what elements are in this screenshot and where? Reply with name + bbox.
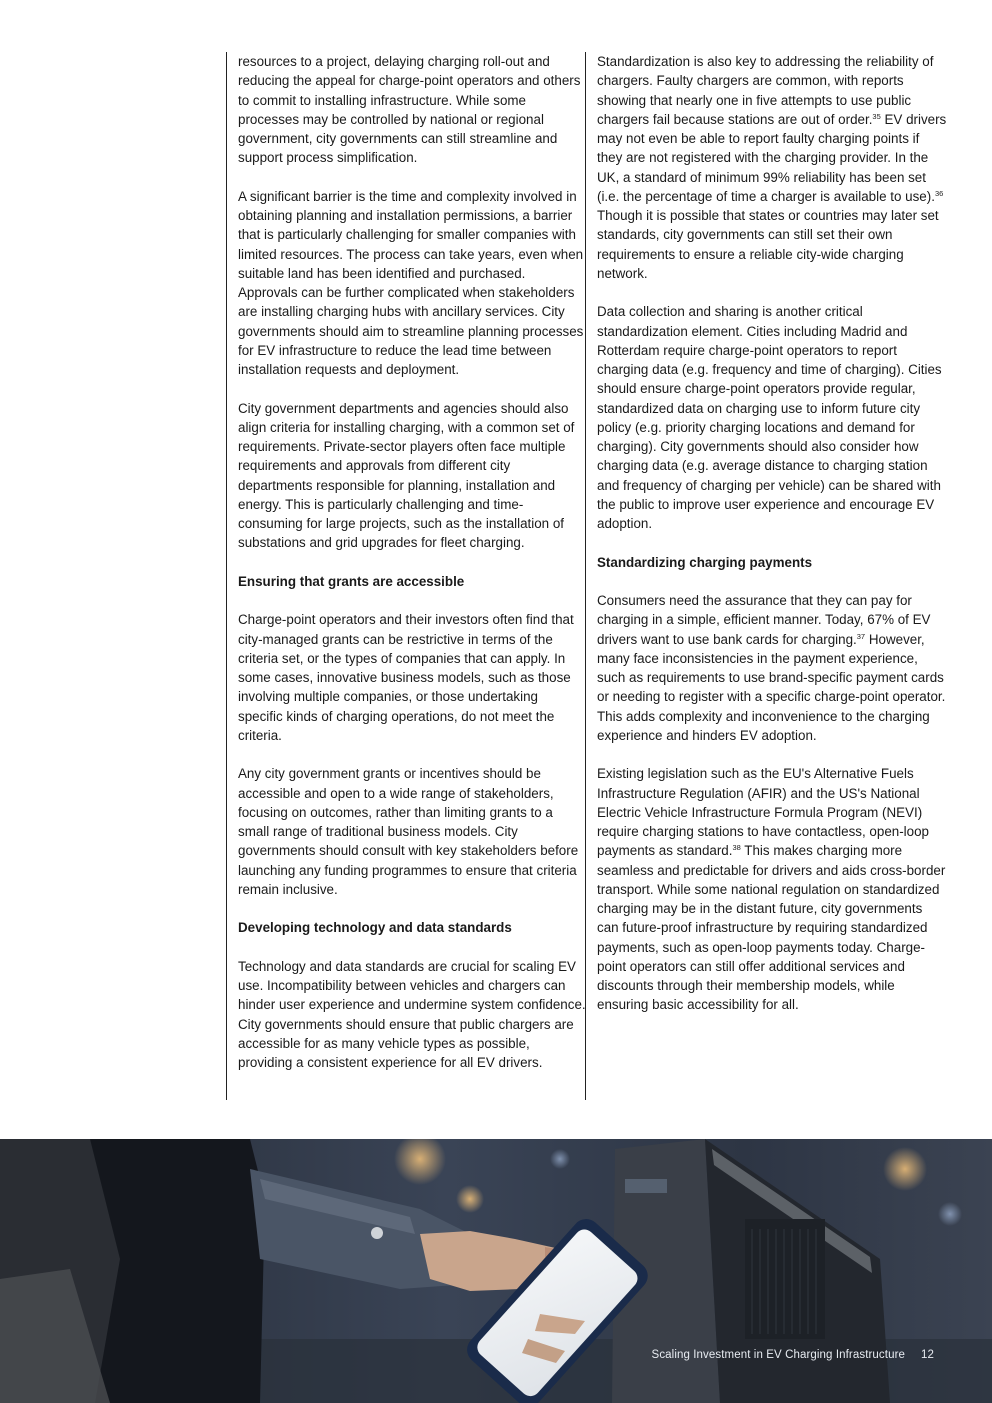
paragraph: Consumers need the assurance that they can pay for charging in a simple, efficient manner. Today, 67% of EV drivers want to use bank cards for charging.$^{37}$ However, many face inconsistencies in the payment experience, such as requirements to use brand-specific payment cards or needing to register with a specific charge-point operator. This adds complexity and inconvenience to the charging experience and hinders EV adoption.: [597, 593, 946, 743]
paragraph: Technology and data standards are crucial for scaling EV use. Incompatibility between vehicles and chargers can hinder user experience and undermine system confidence. City governments should ensure that public chargers are accessible for as many vehicle types as possible, providing a consistent experience for all EV drivers.: [238, 958, 586, 1070]
page-number: 12: [921, 1349, 934, 1361]
section-heading-standards: Developing technology and data standards: [238, 920, 512, 936]
footnote-ref: 36: [934, 188, 944, 198]
section-heading-payments: Standardizing charging payments: [597, 554, 813, 570]
paragraph: Charge-point operators and their investors often find that city-managed grants can be restrictive in terms of the criteria set, or the types of companies that can apply. In some cases, innovative business models, such as those involving multiple companies, or those undertaking specific kinds of charging operations, do not meet the criteria.: [238, 612, 574, 743]
left-column: [226, 52, 586, 1100]
photo-hand-phone-charger: [0, 1139, 992, 1403]
paragraph: Data collection and sharing is another critical standardization element. Cities including Madrid and Rotterdam require charge-point operators to report charging data (e.g. frequency and time of charging). Cities should ensure charge-point operators provide regular, standardized data on charging use to inform future city policy (e.g. priority charging locations and demand for charging). City governments should also consider how charging data (e.g. average distance to charging station and frequency of charging per vehicle) can be shared with the public to improve user experience and encourage EV adoption.: [597, 304, 942, 531]
paragraph: Standardization is also key to addressing the reliability of chargers. Faulty chargers are common, with reports showing that nearly one in five attempts to use public chargers fail because stations are out of order.$^{35}$ EV drivers may not even be able to report faulty charging points if they are not registered with the charging provider. In the UK, a standard of minimum 99% reliability has been set (i.e. the percentage of time a charger is available to use).$^{36}$ Though it is possible that states or countries may later set standards, city governments can still set their own requirements to ensure a reliable city-wide charging network.: [597, 54, 947, 281]
footer-title: Scaling Investment in EV Charging Infrastructure: [651, 1349, 905, 1361]
paragraph: City government departments and agencies should also align criteria for installing charging, with a common set of requirements. Private-sector players often face multiple requirements and approvals from different city departments responsible for planning, installation and energy. This is particularly challenging and time-consuming for large projects, such as the installation of substations and grid upgrades for fleet charging.: [238, 400, 575, 551]
photo-illustration: [0, 1139, 992, 1403]
paragraph: Any city government grants or incentives should be accessible and open to a wide range of stakeholders, focusing on outcomes, rather than limiting grants to a small range of traditional business models. City governments should consult with key stakeholders before launching any funding programmes to ensure that criteria remain inclusive.: [238, 766, 579, 897]
footnote-ref: 35: [872, 111, 881, 121]
paragraph: resources to a project, delaying charging roll-out and reducing the appeal for charge-point operators and others to commit to installing infrastructure. While some processes may be controlled by national or regional government, city governments can still streamline and support process simplification.: [238, 54, 581, 166]
footnote-ref: 38: [732, 843, 741, 853]
footnote-ref: 37: [856, 631, 866, 641]
paragraph: A significant barrier is the time and complexity involved in obtaining planning and installation permissions, a barrier that is particularly challenging for smaller companies with limited resources. The process can take years, even when suitable land has been identified and purchased. Approvals can be further complicated when stakeholders are installing charging hubs with ancillary services. City governments should aim to streamline planning processes for EV infrastructure to reduce the lead time between installation requests and deployment.: [238, 188, 584, 377]
paragraph: Existing legislation such as the EU's Alternative Fuels Infrastructure Regulation (AFIR) and the US's National Electric Vehicle Infrastructure Formula Program (NEVI) require charging stations to have contactless, open-loop payments as standard.$^{38}$ This makes charging more seamless and predictable for drivers and aids cross-border transport. While some national regulation on standardized charging may be in the distant future, city governments can future-proof infrastructure by requiring standardized payments, such as open-loop payments today. Charge-point operators can still offer additional services and discounts through their membership models, while ensuring basic accessibility for all.: [597, 766, 946, 1013]
page-footer: [652, 1349, 934, 1361]
right-column: [585, 52, 947, 1100]
section-heading-grants: Ensuring that grants are accessible: [238, 573, 465, 589]
